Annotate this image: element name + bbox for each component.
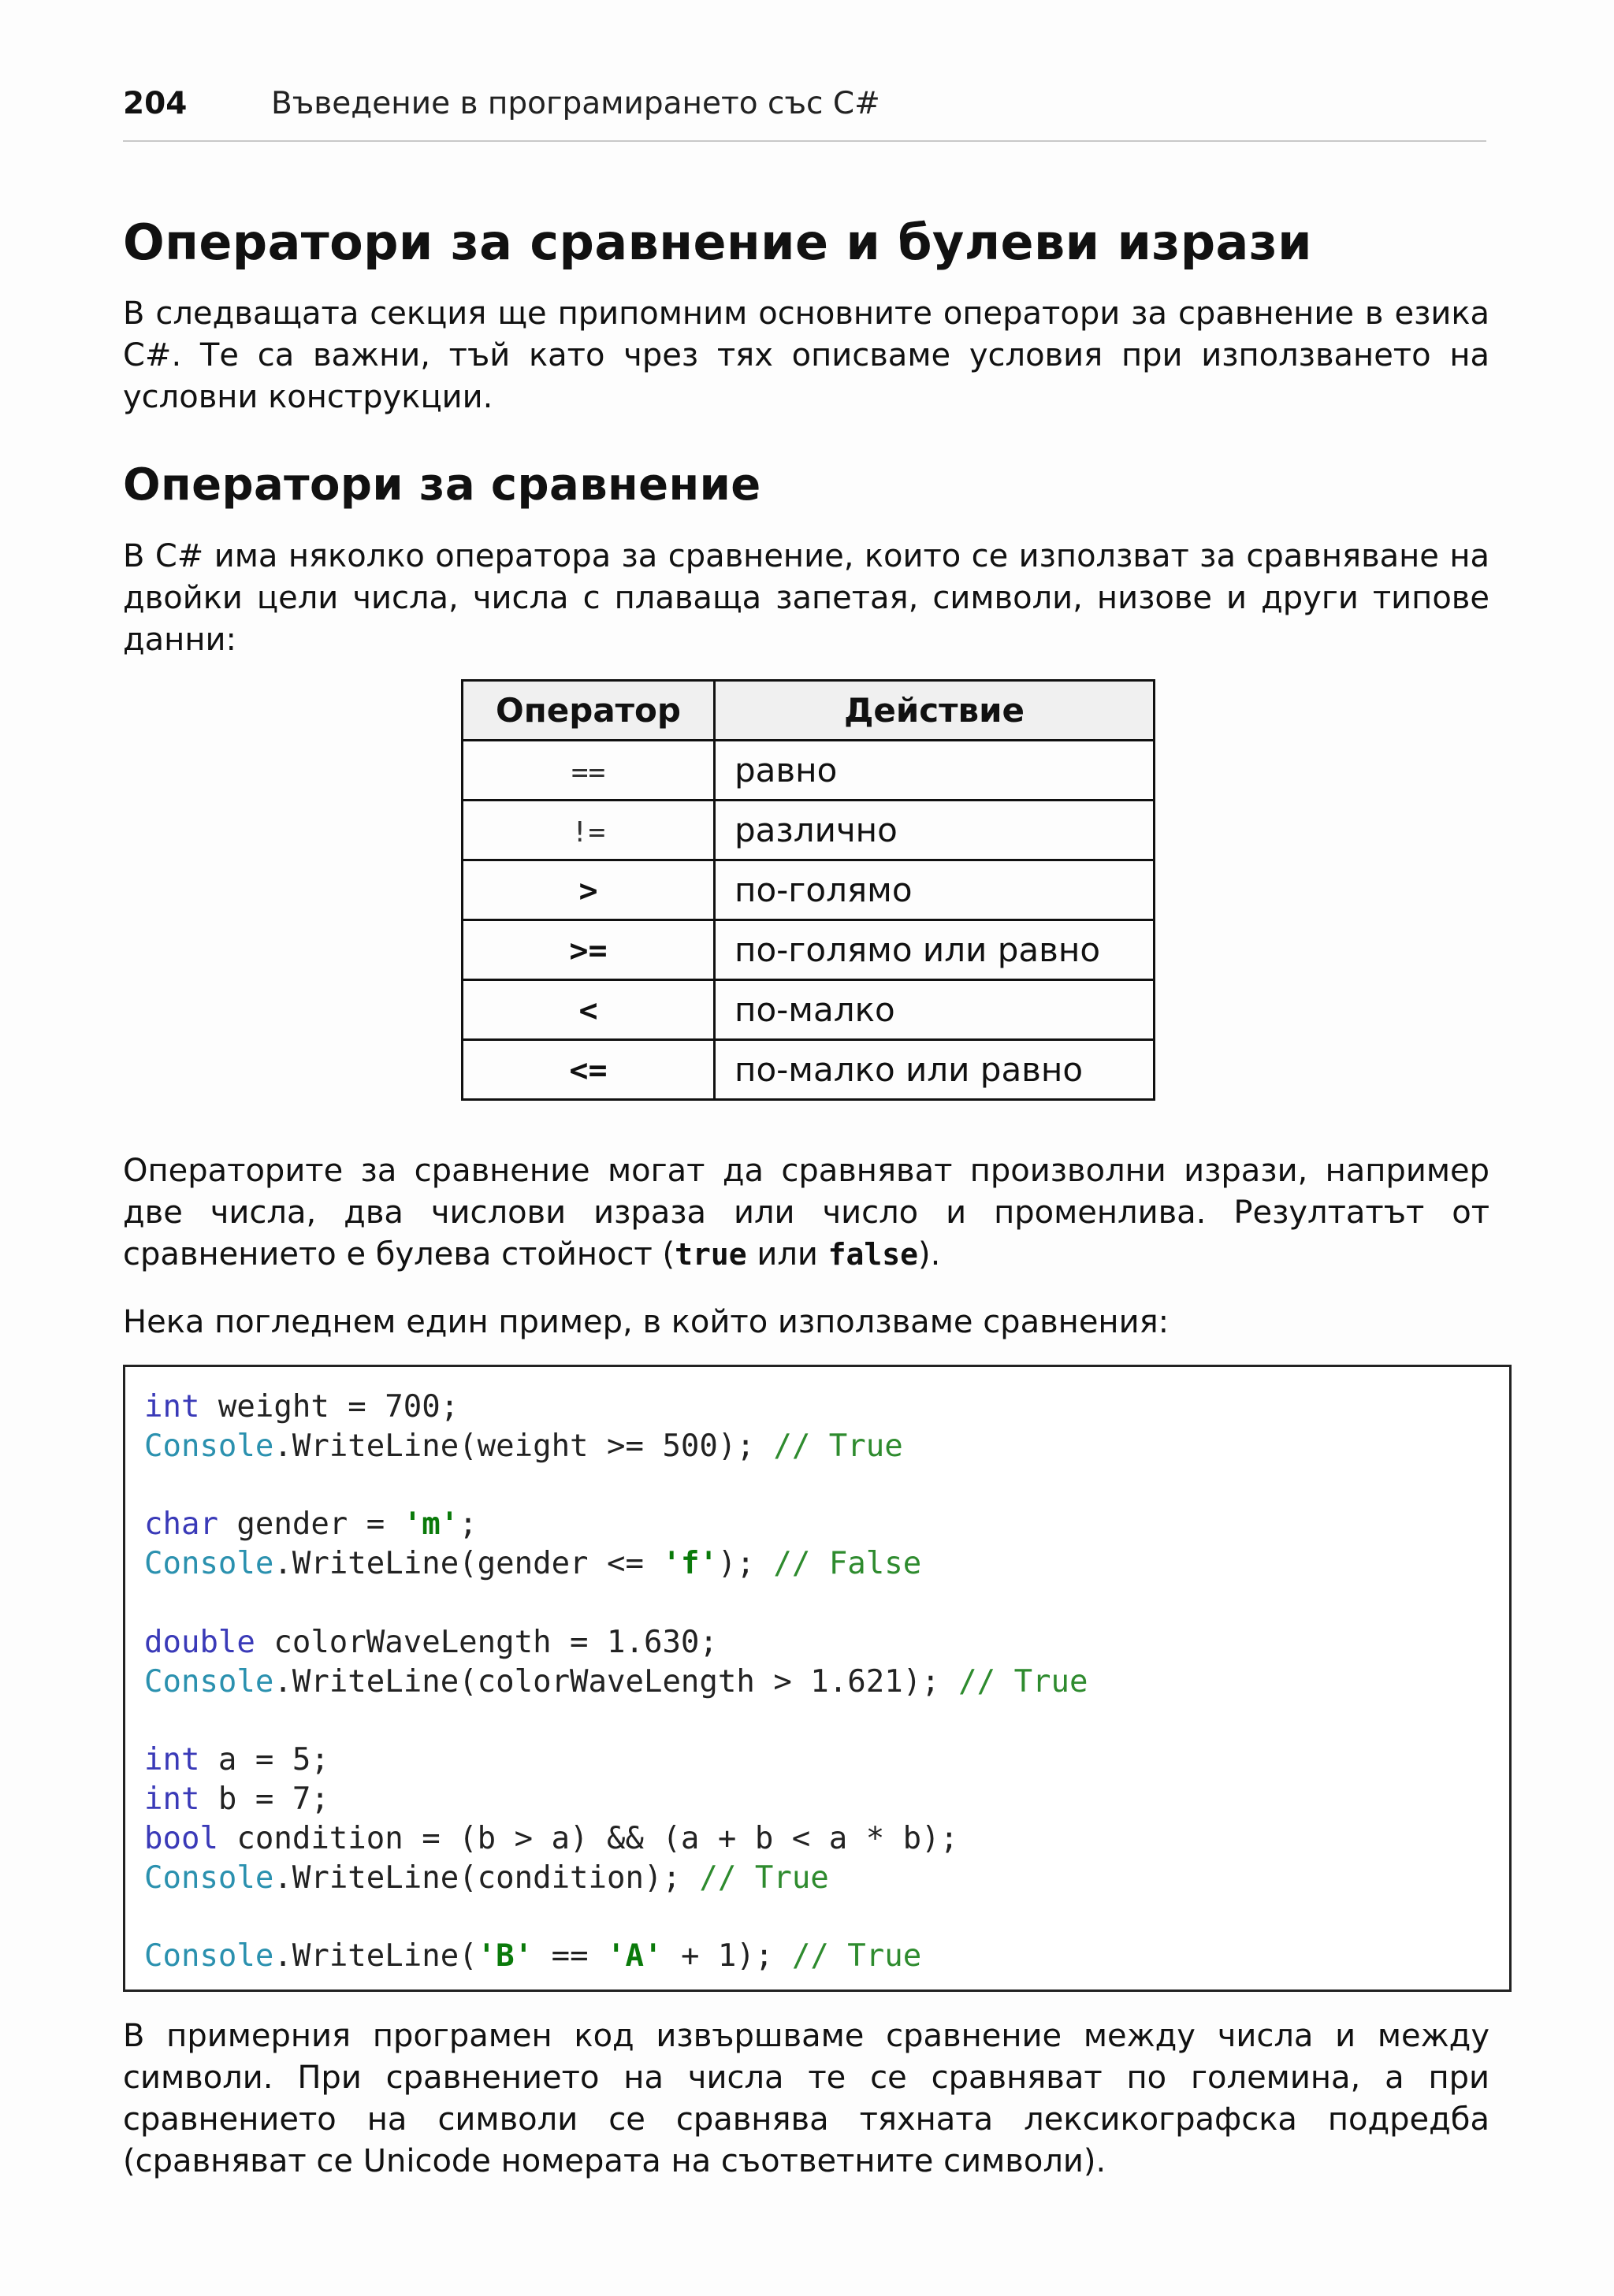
code-line-blank <box>144 1701 1088 1741</box>
action-cell: по-голямо <box>715 860 1155 920</box>
column-header-operator: Оператор <box>463 681 715 741</box>
code-line: double colorWaveLength = 1.630; <box>144 1624 718 1660</box>
operator-symbol: == <box>571 756 606 789</box>
code-line: Console.WriteLine(colorWaveLength > 1.621); // True <box>144 1663 1088 1700</box>
operator-symbol: != <box>571 816 606 849</box>
code-line: Console.WriteLine(weight >= 500); // True <box>144 1428 903 1464</box>
action-cell: по-малко или равно <box>715 1040 1155 1100</box>
operator-symbol: < <box>578 993 598 1029</box>
code-line: Console.WriteLine('B' == 'A' + 1); // True <box>144 1938 922 1975</box>
false-literal: false <box>827 1237 919 1272</box>
true-literal: true <box>675 1237 747 1272</box>
operator-cell <box>463 1040 715 1100</box>
table-row <box>463 860 1155 920</box>
code-line: char gender = 'm'; <box>144 1507 478 1543</box>
operator-cell <box>463 741 715 801</box>
book-title: Въведение в програмирането със C# <box>271 86 880 121</box>
operator-cell <box>463 980 715 1040</box>
section-title: Оператори за сравнение и булеви изрази <box>123 214 1313 271</box>
table-header-row <box>463 681 1155 741</box>
comparison-result-paragraph <box>123 1150 1489 1276</box>
code-line-blank <box>144 1466 1088 1506</box>
code-line: Console.WriteLine(condition); // True <box>144 1859 829 1896</box>
subsection-title: Оператори за сравнение <box>123 459 761 511</box>
table-row <box>463 801 1155 860</box>
table-row <box>463 1040 1155 1100</box>
action-cell: равно <box>715 741 1155 801</box>
intro-paragraph: В следващата секция ще припомним основните оператори за сравнение в езика C#. Те са важни, тъй като чрез тях описваме условия при използването на условни конструкции. <box>123 295 1489 415</box>
after-table-block <box>123 1150 1489 1276</box>
operators-table <box>461 679 1155 1101</box>
page-number: 204 <box>123 86 188 121</box>
paragraph-text: ). <box>918 1236 941 1272</box>
table-row <box>463 741 1155 801</box>
operator-cell <box>463 920 715 980</box>
code-line: Console.WriteLine(gender <= 'f'); // False <box>144 1546 922 1582</box>
action-cell: по-малко <box>715 980 1155 1040</box>
subsection-paragraph: В C# има няколко оператора за сравнение, които се използват за сравняване на двойки цели числа, числа с плаваща запетая, символи, низове и други типове данни: <box>123 538 1489 658</box>
operator-cell <box>463 860 715 920</box>
code-line: bool condition = (b > a) && (a + b < a * b); <box>144 1820 959 1856</box>
action-cell: различно <box>715 801 1155 860</box>
running-header <box>123 84 1486 142</box>
intro-block <box>123 293 1489 418</box>
column-header-action: Действие <box>715 681 1155 741</box>
code-line: int a = 5; <box>144 1742 329 1778</box>
example-intro-block <box>123 1302 1489 1343</box>
paragraph-text: Операторите за сравнение могат да сравняват произволни изрази, например две числа, два числови израза или число и променлива. Резултатът от сравнението е булева стойност ( <box>123 1153 1489 1272</box>
code-line: int weight = 700; <box>144 1389 459 1425</box>
operator-symbol: >= <box>569 933 608 969</box>
table-row <box>463 920 1155 980</box>
operator-symbol: <= <box>569 1053 608 1089</box>
code-block <box>144 1388 1088 1976</box>
example-intro: Нека погледнем един пример, в който използваме сравнения: <box>123 1304 1170 1340</box>
operator-symbol: > <box>578 873 598 909</box>
code-listing <box>123 1365 1512 1992</box>
table-row <box>463 980 1155 1040</box>
code-line: int b = 7; <box>144 1781 329 1817</box>
code-line-blank <box>144 1584 1088 1623</box>
code-line-blank <box>144 1897 1088 1937</box>
action-cell: по-голямо или равно <box>715 920 1155 980</box>
paragraph-text: или <box>746 1236 828 1272</box>
operator-cell <box>463 801 715 860</box>
subsection-block <box>123 536 1489 661</box>
closing-paragraph: В примерния програмен код извършваме сравнение между числа и между символи. При сравнението на числа те се сравняват по големина, а при сравнението на символи се сравнява тяхната лексикографска подредба (сравняват се Unicode номерата на съответните символи). <box>123 2018 1489 2179</box>
closing-block <box>123 2016 1489 2183</box>
